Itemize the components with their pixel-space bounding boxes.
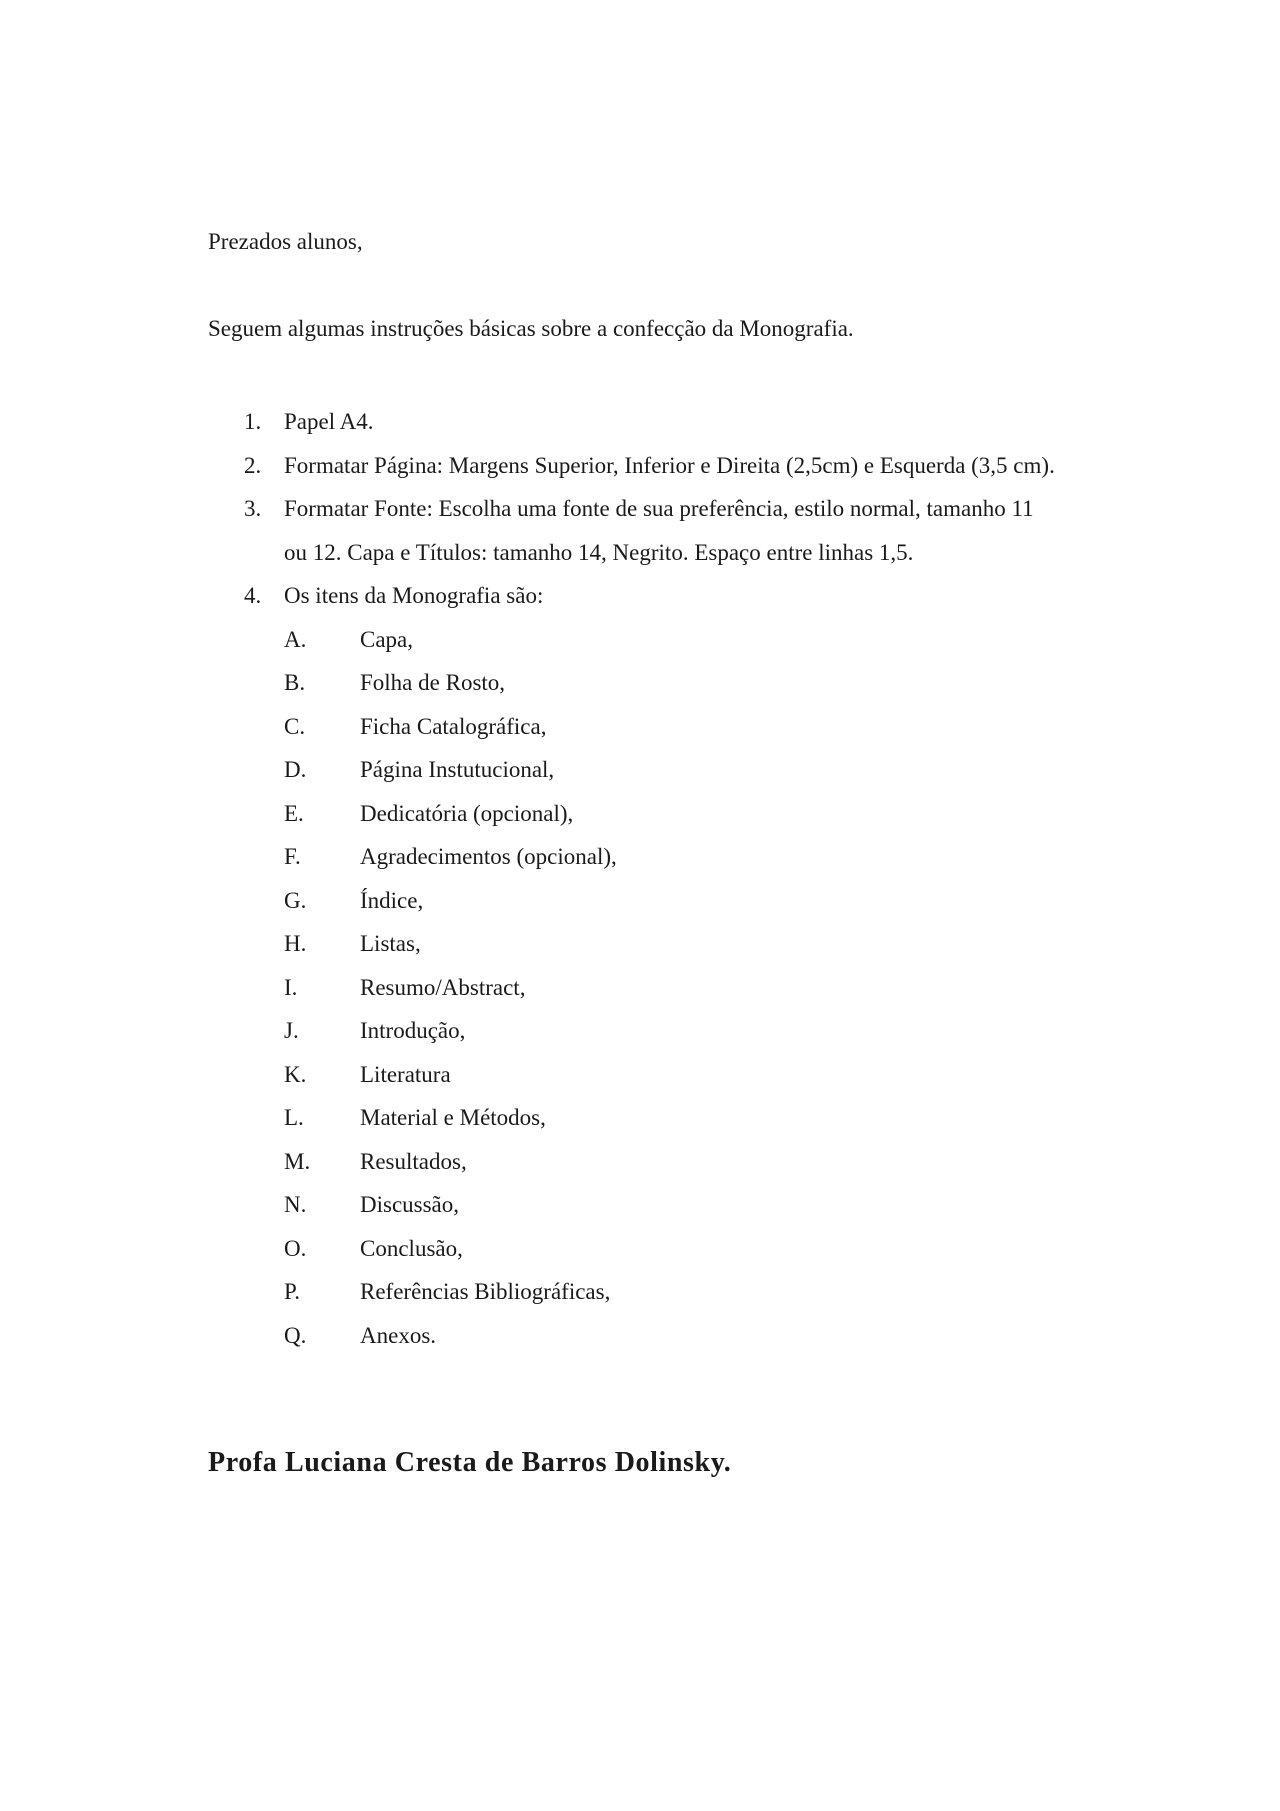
item-letter: B.: [284, 670, 306, 695]
monograph-item: [284, 1314, 1208, 1358]
instruction-item: [208, 487, 1208, 574]
item-text: Referências Bibliográficas,: [360, 1279, 611, 1304]
monograph-item: [284, 792, 1208, 836]
intro-text: Seguem algumas instruções básicas sobre a confecção da Monografia.: [208, 316, 854, 341]
instruction-item: [208, 574, 1208, 1357]
instruction-number: 1.: [244, 409, 262, 434]
instruction-text: Formatar Página: Margens Superior, Inferior e Direita (2,5cm) e Esquerda (3,5 cm).: [284, 452, 1055, 478]
monograph-items-list: [284, 618, 1208, 1358]
instruction-item: [208, 444, 1208, 488]
item-text: Introdução,: [360, 1018, 466, 1043]
item-letter: M.: [284, 1148, 311, 1174]
item-letter: A.: [284, 626, 307, 652]
instruction-number: 3.: [244, 496, 262, 521]
monograph-item: [284, 618, 1208, 662]
item-letter: F.: [284, 844, 301, 869]
item-letter: L.: [284, 1105, 304, 1130]
instruction-list: [208, 400, 1208, 1357]
monograph-item: [284, 705, 1208, 749]
item-letter: C.: [284, 713, 306, 739]
item-text: Página Instutucional,: [360, 757, 555, 782]
instruction-number: 4.: [244, 583, 262, 608]
monograph-item: [284, 922, 1208, 966]
monograph-item: [284, 661, 1208, 705]
monograph-item: [284, 1140, 1208, 1184]
monograph-item: [284, 1096, 1208, 1140]
item-letter: H.: [284, 931, 307, 956]
item-text: Dedicatória (opcional),: [360, 800, 574, 826]
instruction-item: [208, 400, 1208, 444]
item-letter: D.: [284, 757, 307, 782]
monograph-item: [284, 835, 1208, 879]
item-letter: J.: [284, 1018, 299, 1043]
item-text: Resumo/Abstract,: [360, 974, 526, 1000]
greeting-text: Prezados alunos,: [208, 229, 363, 254]
item-text: Folha de Rosto,: [360, 670, 506, 695]
item-text: Resultados,: [360, 1148, 467, 1174]
item-letter: G.: [284, 887, 307, 913]
item-text: Conclusão,: [360, 1235, 463, 1261]
monograph-item: [284, 1183, 1208, 1227]
monograph-item: [284, 748, 1208, 792]
instruction-text: Os itens da Monografia são:: [284, 583, 544, 608]
item-letter: I.: [284, 974, 298, 1000]
item-text: Anexos.: [360, 1322, 437, 1348]
instruction-text: Papel A4.: [284, 409, 374, 434]
item-text: Literatura: [360, 1061, 451, 1087]
item-letter: N.: [284, 1192, 307, 1217]
item-text: Discussão,: [360, 1192, 460, 1217]
monograph-item: [284, 1009, 1208, 1053]
item-letter: P.: [284, 1279, 300, 1304]
item-text: Capa,: [360, 626, 414, 652]
item-text: Listas,: [360, 931, 421, 956]
instruction-text-line: ou 12. Capa e Títulos: tamanho 14, Negrito. Espaço entre linhas 1,5.: [284, 539, 914, 565]
item-text: Agradecimentos (opcional),: [360, 844, 617, 869]
monograph-item: [284, 1270, 1208, 1314]
signature-text: Profa Luciana Cresta de Barros Dolinsky.: [208, 1447, 732, 1478]
item-letter: Q.: [284, 1322, 307, 1348]
item-text: Ficha Catalográfica,: [360, 713, 547, 739]
monograph-item: [284, 1053, 1208, 1097]
item-letter: E.: [284, 800, 304, 826]
monograph-item: [284, 1227, 1208, 1271]
item-text: Índice,: [360, 887, 424, 913]
instruction-number: 2.: [244, 452, 262, 478]
instruction-text-line: Formatar Fonte: Escolha uma fonte de sua preferência, estilo normal, tamanho 11: [284, 496, 1034, 521]
item-text: Material e Métodos,: [360, 1105, 546, 1130]
monograph-item: [284, 966, 1208, 1010]
monograph-item: [284, 879, 1208, 923]
item-letter: O.: [284, 1235, 307, 1261]
item-letter: K.: [284, 1061, 307, 1087]
